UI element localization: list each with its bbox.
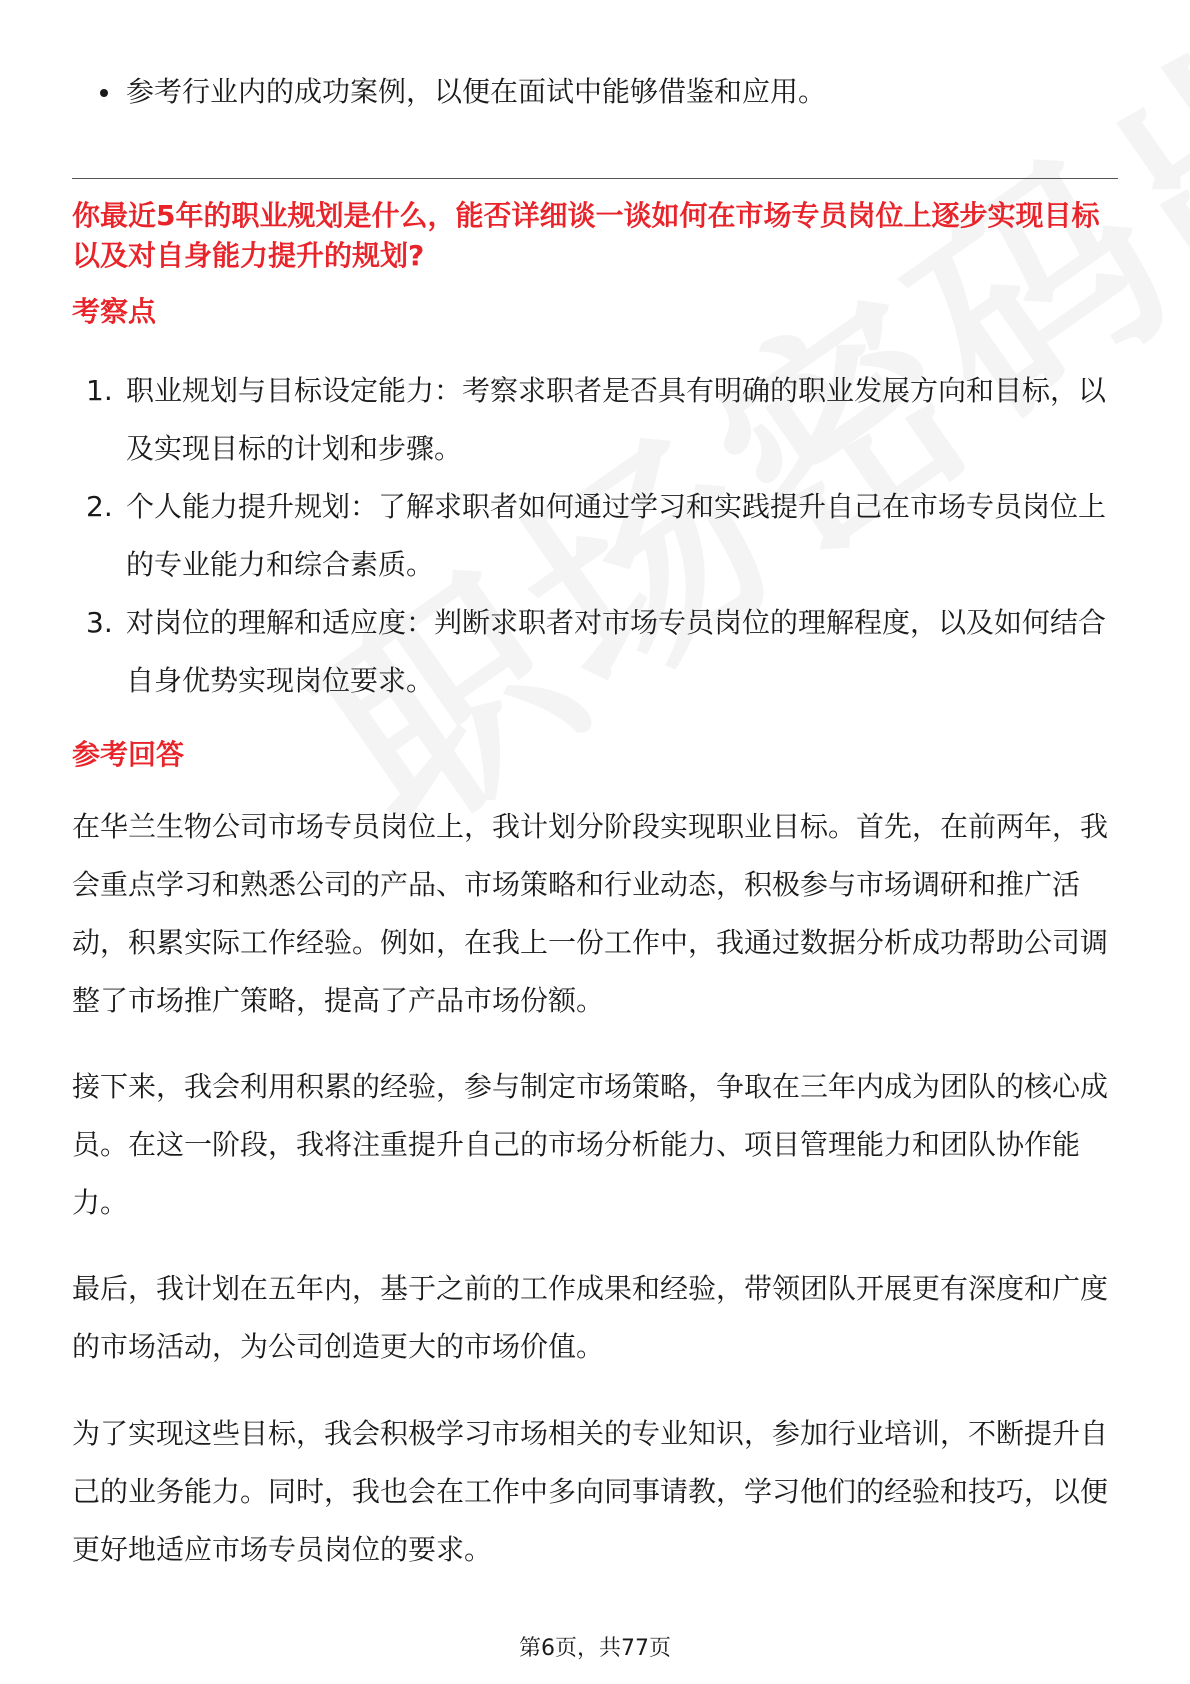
answer-heading: 参考回答 <box>72 738 185 771</box>
list-number: 2. <box>86 490 113 523</box>
answer-paragraph: 接下来，我会利用积累的经验，参与制定市场策略，争取在三年内成为团队的核心成员。在这一阶段，我将注重提升自己的市场分析能力、项目管理能力和团队协作能力。 <box>72 1070 1109 1219</box>
list-item <box>72 362 1118 478</box>
answer-paragraph: 为了实现这些目标，我会积极学习市场相关的专业知识，参加行业培训，不断提升自己的业务能力。同时，我也会在工作中多向同事请教，学习他们的经验和技巧，以便更好地适应市场专员岗位的要求。 <box>72 1417 1109 1566</box>
question-heading: 你最近5年的职业规划是什么，能否详细谈一谈如何在市场专员岗位上逐步实现目标以及对自身能力提升的规划? <box>72 199 1100 272</box>
list-item-text: 职业规划与目标设定能力：考察求职者是否具有明确的职业发展方向和目标，以及实现目标的计划和步骤。 <box>126 374 1107 465</box>
bullet-list <box>72 72 1118 112</box>
points-heading: 考察点 <box>72 295 157 328</box>
divider <box>72 178 1118 179</box>
list-number: 1. <box>86 374 113 407</box>
list-item: 参考行业内的成功案例，以便在面试中能够借鉴和应用。 <box>72 72 1118 112</box>
list-item-text: 对岗位的理解和适应度：判断求职者对市场专员岗位的理解程度，以及如何结合自身优势实现岗位要求。 <box>126 606 1107 697</box>
answer-paragraph: 在华兰生物公司市场专员岗位上，我计划分阶段实现职业目标。首先，在前两年，我会重点学习和熟悉公司的产品、市场策略和行业动态，积极参与市场调研和推广活动，积累实际工作经验。例如，在我上一份工作中，我通过数据分析成功帮助公司调整了市场推广策略，提高了产品市场份额。 <box>72 810 1109 1017</box>
list-item <box>72 478 1118 594</box>
page-footer: 第6页，共77页 <box>519 1636 671 1661</box>
answer-paragraph: 最后，我计划在五年内，基于之前的工作成果和经验，带领团队开展更有深度和广度的市场活动，为公司创造更大的市场价值。 <box>72 1272 1109 1363</box>
list-item <box>72 594 1118 710</box>
points-list <box>72 362 1118 710</box>
list-item-text: 个人能力提升规划：了解求职者如何通过学习和实践提升自己在市场专员岗位上的专业能力和综合素质。 <box>126 490 1107 581</box>
list-number: 3. <box>86 606 113 639</box>
